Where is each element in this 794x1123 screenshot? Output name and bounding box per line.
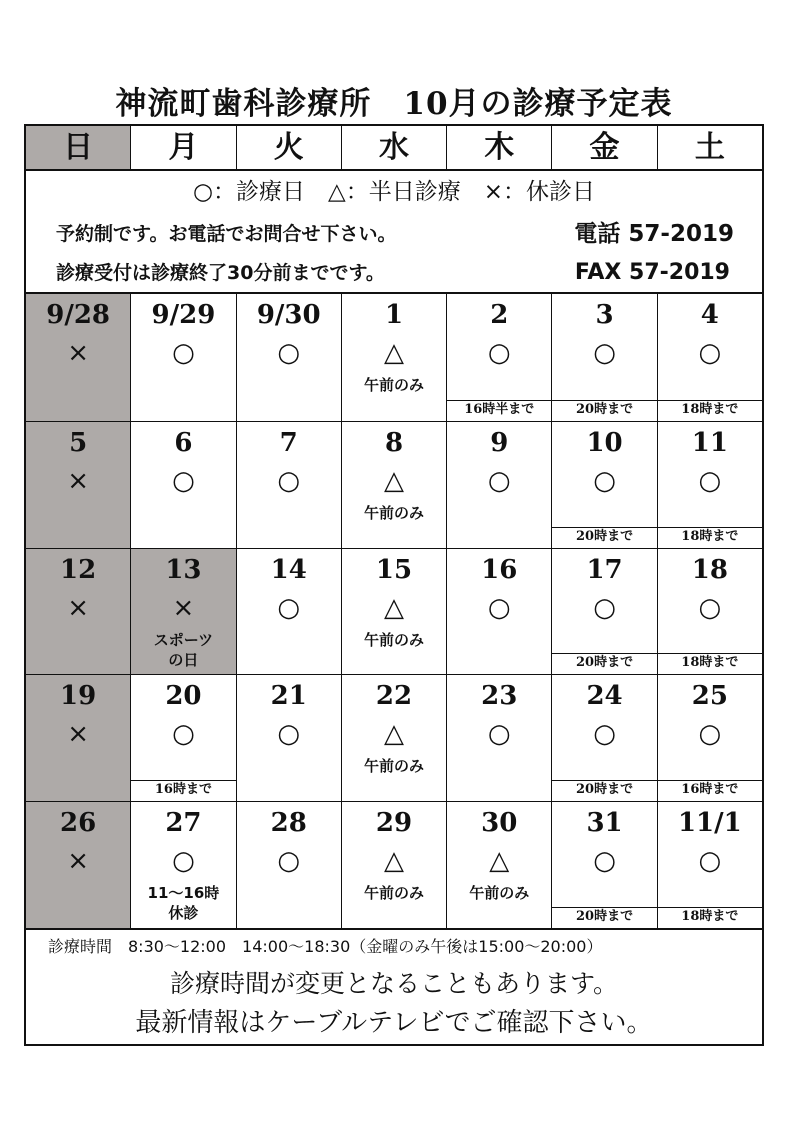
- calendar-day: [552, 422, 657, 548]
- day-note: 午前のみ: [363, 757, 424, 776]
- day-note: 午前のみ: [363, 630, 424, 649]
- legend: ○：診療日 △：半日診療 ×：休診日: [192, 179, 596, 205]
- day-status-mark: △: [383, 846, 404, 877]
- calendar-day: [342, 802, 447, 928]
- day-closing-time: 20時まで: [552, 907, 656, 926]
- day-date: 31: [586, 808, 623, 839]
- calendar-day: [26, 294, 131, 421]
- day-date: 28: [270, 808, 307, 839]
- day-status-mark: ×: [67, 338, 90, 368]
- day-date: 2: [490, 300, 509, 330]
- weekday-sun: 日: [26, 126, 131, 169]
- day-date: 9: [490, 427, 509, 458]
- day-closing-time: 20時まで: [552, 400, 656, 419]
- day-date: 9/30: [256, 300, 321, 330]
- day-status-mark: ○: [172, 719, 195, 750]
- day-date: 13: [165, 554, 202, 585]
- office-hours: 診療時間 8:30～12:00 14:00～18:30（金曜のみ午後は15:00～20:00）: [48, 937, 603, 956]
- day-closing-time: 20時まで: [552, 527, 656, 546]
- calendar-week: [26, 421, 762, 548]
- day-closing-time: [447, 908, 551, 926]
- day-closing-time: [237, 401, 341, 419]
- calendar-day: [447, 294, 552, 421]
- calendar-day: [658, 422, 762, 548]
- day-status-mark: ○: [277, 465, 301, 496]
- day-status-mark: ○: [172, 465, 195, 496]
- day-closing-time: 20時まで: [552, 780, 656, 799]
- calendar-grid: [26, 292, 762, 930]
- calendar-day: [237, 294, 342, 421]
- reception-notice: [26, 254, 762, 292]
- calendar-day: [552, 802, 657, 928]
- day-closing-time: [342, 528, 446, 546]
- cable-tv-notice: 最新情報はケーブルテレビでご確認下さい。: [135, 1008, 653, 1038]
- day-date: 26: [60, 808, 97, 839]
- day-status-mark: ○: [698, 846, 722, 877]
- calendar-day: [131, 422, 236, 548]
- day-closing-time: 18時まで: [658, 527, 762, 546]
- day-status-mark: ○: [698, 338, 722, 368]
- day-date: 1: [384, 300, 404, 330]
- day-closing-time: [237, 781, 341, 799]
- day-date: 24: [586, 681, 623, 712]
- day-status-mark: ×: [67, 465, 90, 496]
- day-status-mark: ○: [172, 338, 195, 368]
- day-status-mark: ○: [593, 338, 616, 368]
- day-date: 22: [375, 681, 413, 712]
- day-status-mark: ○: [487, 592, 511, 623]
- day-status-mark: ○: [593, 719, 616, 750]
- calendar-day: [658, 549, 762, 675]
- calendar-day: [26, 549, 131, 675]
- day-date: 25: [691, 681, 728, 712]
- day-date: 11/1: [677, 808, 742, 839]
- weekday-tue: 火: [237, 126, 342, 169]
- day-closing-time: 18時まで: [658, 653, 762, 672]
- day-closing-time: [26, 401, 130, 419]
- calendar-day: [447, 675, 552, 801]
- day-status-mark: ○: [593, 465, 616, 496]
- day-date: 19: [60, 681, 97, 712]
- day-closing-time: [342, 781, 446, 799]
- calendar-day: [658, 675, 762, 801]
- day-date: 27: [165, 808, 202, 839]
- calendar-day: [237, 549, 342, 675]
- weekday-sat: 土: [694, 130, 725, 165]
- day-status-mark: ○: [593, 592, 616, 623]
- day-status-mark: ○: [487, 719, 511, 750]
- calendar-week: [26, 548, 762, 675]
- day-date: 9/28: [46, 300, 111, 330]
- day-closing-time: 16時まで: [658, 780, 762, 799]
- calendar-day: [131, 802, 236, 928]
- day-closing-time: [131, 908, 235, 926]
- day-date: 5: [69, 427, 88, 458]
- day-note: 午前のみ: [363, 376, 424, 394]
- day-status-mark: △: [383, 465, 404, 496]
- reservation-notice: [26, 214, 762, 254]
- day-closing-time: [131, 528, 235, 546]
- day-status-mark: ×: [172, 592, 195, 623]
- day-closing-time: [237, 908, 341, 926]
- day-note: 午前のみ: [469, 884, 530, 903]
- day-note: 午前のみ: [363, 884, 424, 903]
- day-closing-time: 16時まで: [131, 780, 235, 799]
- fax-number: FAX 57-2019: [574, 260, 730, 285]
- calendar-day: [658, 802, 762, 928]
- day-closing-time: [447, 781, 551, 799]
- phone-number: 電話 57-2019: [574, 221, 734, 247]
- weekday-header: [26, 126, 762, 171]
- day-closing-time: [237, 528, 341, 546]
- day-date: 8: [384, 427, 404, 458]
- day-status-mark: △: [383, 338, 404, 368]
- day-status-mark: ×: [67, 719, 90, 750]
- day-date: 20: [165, 681, 202, 712]
- day-closing-time: [342, 654, 446, 672]
- weekday-wed: 水: [342, 126, 447, 169]
- day-status-mark: ○: [277, 592, 301, 623]
- day-date: 17: [586, 554, 623, 585]
- page-title: 神流町歯科診療所 10月の診療予定表: [115, 86, 673, 122]
- day-note-line2: 休診: [168, 904, 199, 923]
- day-note: 11～16時: [147, 884, 220, 903]
- schedule-table: [24, 124, 764, 1046]
- day-date: 18: [691, 554, 728, 585]
- change-notice: 診療時間が変更となることもあります。: [169, 969, 618, 998]
- calendar-day: [658, 294, 762, 421]
- calendar-day: [237, 802, 342, 928]
- day-note: スポーツ: [153, 630, 214, 649]
- day-closing-time: [342, 401, 446, 419]
- day-closing-time: [26, 908, 130, 926]
- day-status-mark: ○: [487, 465, 511, 496]
- day-closing-time: [131, 401, 235, 419]
- calendar-day: [26, 675, 131, 801]
- day-status-mark: △: [383, 592, 404, 623]
- day-closing-time: 18時まで: [658, 400, 762, 419]
- day-closing-time: [342, 908, 446, 926]
- day-date: 29: [375, 808, 413, 839]
- day-closing-time: [131, 654, 235, 672]
- reception-text: 診療受付は診療終了30分前までです。: [56, 262, 385, 284]
- day-note-line2: の日: [168, 650, 199, 669]
- day-status-mark: ○: [698, 465, 722, 496]
- day-status-mark: ○: [172, 846, 195, 877]
- day-status-mark: ○: [277, 719, 301, 750]
- calendar-week: [26, 801, 762, 928]
- day-status-mark: ×: [67, 846, 90, 877]
- day-closing-time: 16時半まで: [447, 400, 551, 419]
- day-status-mark: ×: [67, 592, 90, 623]
- calendar-day: [26, 422, 131, 548]
- day-date: 23: [481, 681, 518, 712]
- calendar-week: [26, 294, 762, 421]
- day-closing-time: [237, 654, 341, 672]
- calendar-day: [342, 549, 447, 675]
- calendar-day: [342, 294, 447, 421]
- calendar-day: [237, 675, 342, 801]
- day-closing-time: 20時まで: [552, 653, 656, 672]
- day-date: 21: [270, 681, 307, 712]
- day-closing-time: [26, 528, 130, 546]
- day-closing-time: [447, 528, 551, 546]
- day-date: 9/29: [151, 300, 216, 330]
- calendar-day: [131, 675, 236, 801]
- day-date: 7: [279, 427, 298, 458]
- calendar-day: [26, 802, 131, 928]
- day-date: 10: [586, 427, 623, 458]
- calendar-day: [131, 294, 236, 421]
- day-note: 午前のみ: [363, 503, 424, 522]
- calendar-day: [447, 802, 552, 928]
- day-status-mark: △: [489, 846, 510, 877]
- calendar-day: [552, 675, 657, 801]
- day-status-mark: ○: [698, 592, 722, 623]
- day-status-mark: ○: [593, 846, 616, 877]
- day-status-mark: ○: [698, 719, 722, 750]
- day-date: 6: [174, 427, 193, 458]
- day-closing-time: [26, 781, 130, 799]
- day-status-mark: △: [383, 719, 404, 750]
- weekday-thu: 木: [447, 126, 552, 169]
- calendar-day: [447, 549, 552, 675]
- day-status-mark: ○: [277, 846, 301, 877]
- calendar-day: [552, 294, 657, 421]
- calendar-day: [237, 422, 342, 548]
- day-date: 15: [375, 554, 413, 585]
- calendar-day: [552, 549, 657, 675]
- calendar-week: [26, 674, 762, 801]
- day-date: 4: [700, 300, 719, 330]
- reservation-text: 予約制です。お電話でお問合せ下さい。: [56, 223, 397, 245]
- calendar-day: [131, 549, 236, 675]
- day-closing-time: [26, 654, 130, 672]
- weekday-fri: 金: [552, 126, 657, 169]
- calendar-day: [447, 422, 552, 548]
- calendar-day: [342, 675, 447, 801]
- day-closing-time: 18時まで: [658, 907, 762, 926]
- calendar-day: [342, 422, 447, 548]
- day-closing-time: [447, 654, 551, 672]
- day-status-mark: ○: [487, 338, 511, 368]
- day-status-mark: ○: [277, 338, 301, 368]
- day-date: 3: [595, 300, 614, 330]
- weekday-mon: 月: [131, 126, 236, 169]
- day-date: 16: [481, 554, 518, 585]
- day-date: 11: [691, 427, 728, 458]
- day-date: 12: [60, 554, 97, 585]
- day-date: 30: [481, 808, 518, 839]
- day-date: 14: [270, 554, 307, 585]
